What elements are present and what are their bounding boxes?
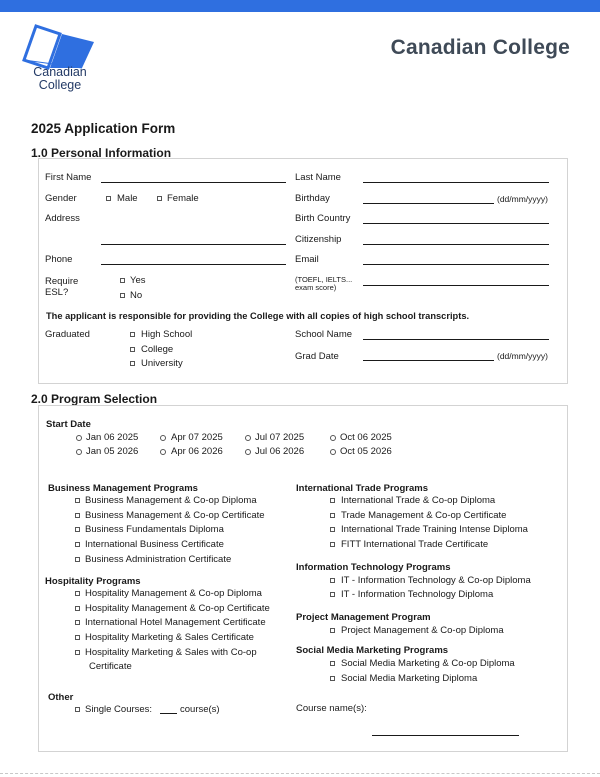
phone-label: Phone <box>45 254 73 265</box>
course-names-label: Course name(s): <box>296 703 367 714</box>
page-bottom-divider <box>0 773 600 774</box>
start-date-radio[interactable] <box>245 435 251 441</box>
esl-yes-checkbox[interactable] <box>120 278 125 283</box>
start-date-radio[interactable] <box>76 449 82 455</box>
first-name-field[interactable] <box>101 182 286 183</box>
program-checkbox[interactable] <box>75 498 80 503</box>
start-date-radio[interactable] <box>330 449 336 455</box>
start-date-radio[interactable] <box>160 449 166 455</box>
program-option: Business Management & Co-op Certificate <box>85 510 265 521</box>
start-date-option: Oct 05 2026 <box>340 446 392 457</box>
project-programs-heading: Project Management Program <box>296 612 431 623</box>
start-date-radio[interactable] <box>76 435 82 441</box>
program-option: Business Administration Certificate <box>85 554 232 565</box>
program-checkbox[interactable] <box>75 542 80 547</box>
university-label: University <box>141 358 183 369</box>
brand-name: Canadian College <box>390 36 570 59</box>
email-field[interactable] <box>363 264 549 265</box>
require-esl-line-1: Require <box>45 276 79 287</box>
program-option: FITT International Trade Certificate <box>341 539 489 550</box>
first-name-label: First Name <box>45 172 92 183</box>
college-label: College <box>141 344 174 355</box>
program-option: Social Media Marketing & Co-op Diploma <box>341 658 515 669</box>
program-checkbox[interactable] <box>75 606 80 611</box>
program-option: IT - Information Technology & Co-op Diploma <box>341 575 531 586</box>
course-count-field[interactable] <box>160 713 177 714</box>
course-suffix-label: course(s) <box>180 704 220 715</box>
program-checkbox[interactable] <box>75 591 80 596</box>
program-option: Hospitality Marketing & Sales with Co-op <box>85 647 257 658</box>
program-checkbox[interactable] <box>75 635 80 640</box>
birth-country-label: Birth Country <box>295 213 351 224</box>
logo-line-1: Canadian <box>33 65 87 79</box>
start-date-option: Jul 07 2025 <box>255 432 305 443</box>
program-section-heading: 2.0 Program Selection <box>31 392 158 406</box>
start-date-option: Apr 06 2026 <box>171 446 223 457</box>
form-title: 2025 Application Form <box>31 121 176 136</box>
high-school-checkbox[interactable] <box>130 332 135 337</box>
single-courses-checkbox[interactable] <box>75 707 80 712</box>
start-date-label: Start Date <box>46 419 91 430</box>
esl-no-checkbox[interactable] <box>120 293 125 298</box>
esl-yes-label: Yes <box>130 275 146 286</box>
gender-label: Gender <box>45 193 77 204</box>
program-option: Project Management & Co-op Diploma <box>341 625 504 636</box>
program-checkbox[interactable] <box>330 676 335 681</box>
school-name-field[interactable] <box>363 339 549 340</box>
program-checkbox[interactable] <box>330 661 335 666</box>
program-checkbox[interactable] <box>330 498 335 503</box>
start-date-option: Oct 06 2025 <box>340 432 392 443</box>
require-esl-label <box>45 276 78 298</box>
course-names-field[interactable] <box>372 735 519 736</box>
esl-no-label: No <box>130 290 143 301</box>
transcript-notice: The applicant is responsible for providing the College with all copies of high school transcripts. <box>46 311 470 321</box>
personal-section-heading: 1.0 Personal Information <box>31 146 172 160</box>
test-score-line-1: (TOEFL, IELTS... <box>295 275 353 284</box>
program-option-continued: Certificate <box>89 661 132 672</box>
program-checkbox[interactable] <box>330 542 335 547</box>
program-option: International Hotel Management Certificate <box>85 617 266 628</box>
school-name-label: School Name <box>295 329 353 340</box>
start-date-radio[interactable] <box>160 435 166 441</box>
graduated-label: Graduated <box>45 329 90 340</box>
birth-country-field[interactable] <box>363 223 549 224</box>
female-checkbox[interactable] <box>157 196 162 201</box>
logo-text <box>22 66 98 92</box>
logo-line-2: College <box>38 78 82 92</box>
start-date-radio[interactable] <box>245 449 251 455</box>
program-checkbox[interactable] <box>75 513 80 518</box>
it-programs-heading: Information Technology Programs <box>296 562 451 573</box>
program-checkbox[interactable] <box>330 592 335 597</box>
start-date-option: Jul 06 2026 <box>255 446 305 457</box>
female-label: Female <box>167 193 199 204</box>
business-programs-heading: Business Management Programs <box>48 483 198 494</box>
college-checkbox[interactable] <box>130 347 135 352</box>
single-courses-label: Single Courses: <box>85 704 153 715</box>
program-checkbox[interactable] <box>330 513 335 518</box>
university-checkbox[interactable] <box>130 361 135 366</box>
other-heading: Other <box>48 692 74 703</box>
hospitality-programs-heading: Hospitality Programs <box>45 576 141 587</box>
address-label: Address <box>45 213 80 224</box>
program-checkbox[interactable] <box>330 527 335 532</box>
test-score-label <box>295 276 352 292</box>
grad-date-label: Grad Date <box>295 351 339 362</box>
program-checkbox[interactable] <box>75 527 80 532</box>
program-option: Social Media Marketing Diploma <box>341 673 478 684</box>
program-checkbox[interactable] <box>75 650 80 655</box>
top-accent-bar <box>0 0 600 12</box>
program-option: IT - Information Technology Diploma <box>341 589 494 600</box>
email-label: Email <box>295 254 319 265</box>
program-option: Business Management & Co-op Diploma <box>85 495 257 506</box>
citizenship-field[interactable] <box>363 244 549 245</box>
program-option: International Trade Training Intense Diploma <box>341 524 528 535</box>
program-option: International Trade & Co-op Diploma <box>341 495 496 506</box>
program-checkbox[interactable] <box>75 620 80 625</box>
program-option: Trade Management & Co-op Certificate <box>341 510 507 521</box>
birthday-format-hint: (dd/mm/yyyy) <box>497 194 548 204</box>
program-checkbox[interactable] <box>75 557 80 562</box>
phone-field[interactable] <box>101 264 286 265</box>
last-name-label: Last Name <box>295 172 341 183</box>
birthday-label: Birthday <box>295 193 330 204</box>
start-date-radio[interactable] <box>330 435 336 441</box>
test-score-line-2: exam score) <box>295 283 337 292</box>
program-option: Hospitality Management & Co-op Diploma <box>85 588 262 599</box>
birthday-field[interactable] <box>363 203 494 204</box>
social-programs-heading: Social Media Marketing Programs <box>296 645 449 656</box>
grad-date-field[interactable] <box>363 360 494 361</box>
trade-programs-heading: International Trade Programs <box>296 483 428 494</box>
last-name-field[interactable] <box>363 182 549 183</box>
high-school-label: High School <box>141 329 193 340</box>
male-label: Male <box>117 193 138 204</box>
address-field[interactable] <box>101 244 286 245</box>
grad-date-format-hint: (dd/mm/yyyy) <box>497 351 548 361</box>
program-option: Hospitality Marketing & Sales Certificate <box>85 632 254 643</box>
program-option: Business Fundamentals Diploma <box>85 524 224 535</box>
citizenship-label: Citizenship <box>295 234 342 245</box>
program-checkbox[interactable] <box>330 628 335 633</box>
program-option: International Business Certificate <box>85 539 224 550</box>
program-option: Hospitality Management & Co-op Certificate <box>85 603 270 614</box>
start-date-option: Jan 06 2025 <box>86 432 139 443</box>
test-score-field[interactable] <box>363 285 549 286</box>
start-date-option: Jan 05 2026 <box>86 446 139 457</box>
start-date-option: Apr 07 2025 <box>171 432 223 443</box>
program-checkbox[interactable] <box>330 578 335 583</box>
require-esl-line-2: ESL? <box>45 287 69 298</box>
male-checkbox[interactable] <box>106 196 111 201</box>
